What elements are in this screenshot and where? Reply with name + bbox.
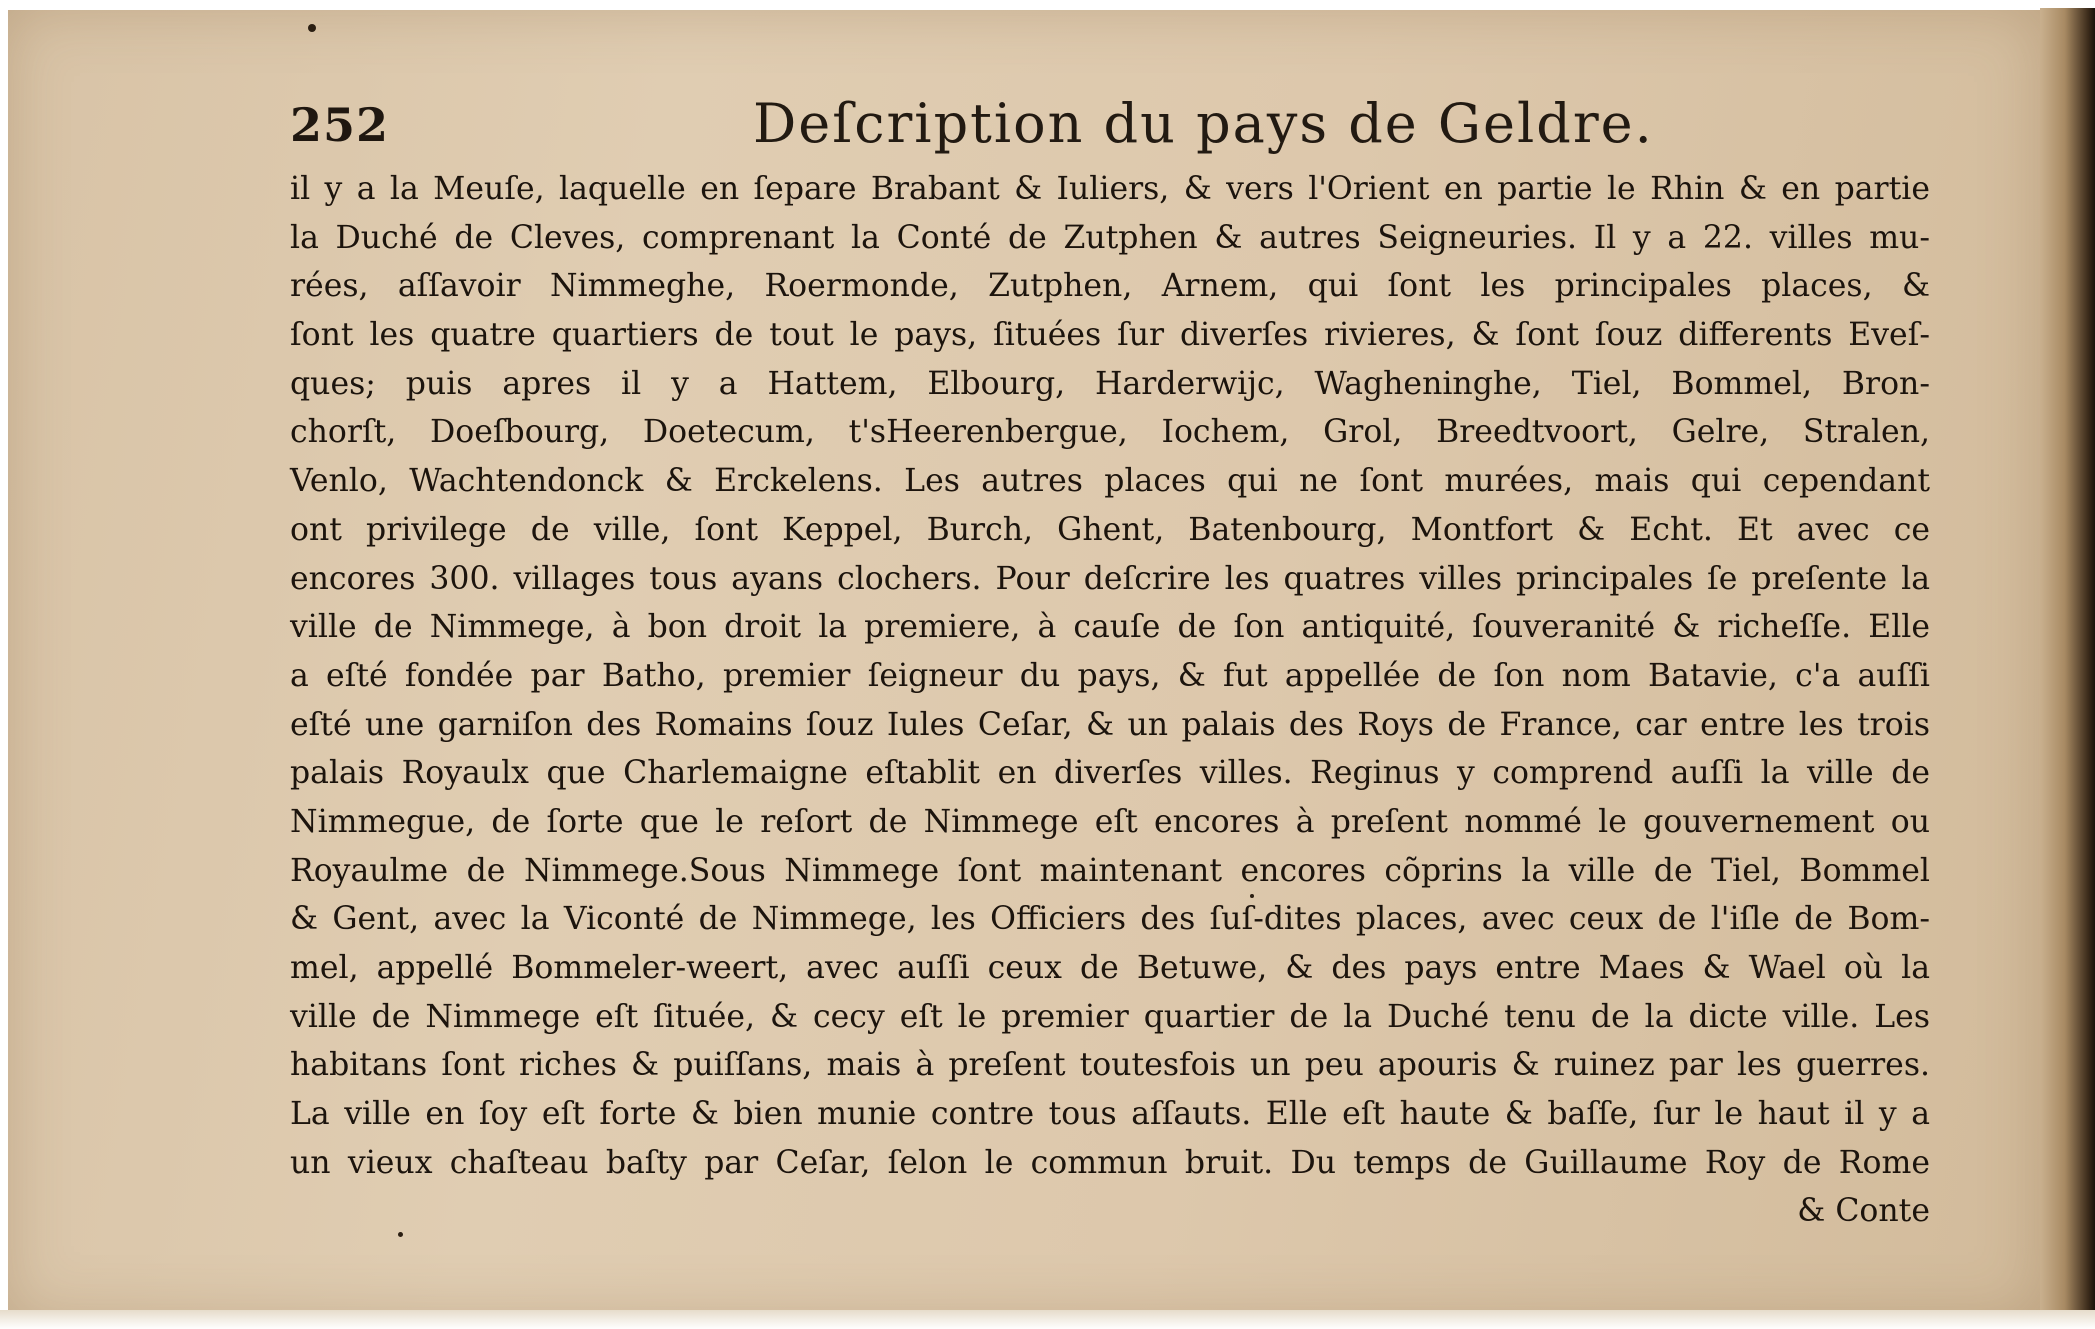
text-line: il y a la Meuſe, laquelle en ſepare Brabant & Iuliers, & vers l'Orient en partie le Rhin & en partie [290,171,1930,207]
text-line: palais Royaulx que Charlemaigne eſtablit en diverſes villes. Reginus y comprend auſſi la ville de [290,755,1930,792]
page-number: 252 [290,98,390,152]
text-line: encores 300. villages tous ayans clochers. Pour deſcrire les quatres villes principales ſe preſente la [290,560,1930,597]
text-line: La ville en ſoy eſt forte & bien munie contre tous aſſauts. Elle eſt haute & baſſe, ſur le haut il y a [290,1096,1930,1133]
text-line: ques; puis apres il y a Hattem, Elbourg, Harderwijc, Waghеninghe, Tiel, Bommel, Bron- [290,365,1930,402]
text-line: Venlo, Wachtendonck & Erckelens. Les autres places qui ne ſont murées, mais qui cependant [290,463,1930,500]
text-line: Nimmegue, de ſorte que le reſort de Nimmege eſt encores à preſent nommé le gouvernement ou [290,803,1930,840]
text-line: Royaulme de Nimmege.Sous Nimmege ſont maintenant encores cõprins la ville de Tiel, Bommel [290,852,1930,889]
text-line: habitans ſont riches & puiſſans, mais à preſent toutesfois un peu apouris & ruinez par les guerres. [290,1047,1930,1084]
binding-edge-shadow [2040,8,2095,1329]
ink-speck [308,24,316,32]
text-line: eſté une garniſon des Romains ſouz Iules Ceſar, & un palais des Roys de France, car entre les trois [290,706,1930,743]
body-text [290,165,1930,1236]
text-line: & Gent, avec la Viconté de Nimmege, les Officiers des ſuſ-dites places, avec ceux de l'iſle de Bom- [290,901,1930,938]
text-line: ſont les quatre quartiers de tout le pays, ſituées ſur diverſes rivieres, & ſont ſouz differents Eveſ- [290,317,1930,354]
bottom-margin [0,1310,2095,1329]
text-line: ville de Nimmege eſt ſituée, & cecy eſt le premier quartier de la Duché tenu de la dicte ville. Les [290,998,1930,1035]
text-line: mel, appellé Bommeler-weert, avec auſſi ceux de Betuwe, & des pays entre Maes & Wael où la [290,950,1930,986]
text-line: un vieux chaſteau baſty par Ceſar, ſelon le commun bruit. Du temps de Guillaume Roy de Rome [290,1144,1930,1181]
text-line: la Duché de Cleves, comprenant la Conté de Zutphen & autres Seigneuries. Il y a 22. villes mu- [290,219,1930,256]
page-header [290,92,1930,162]
catchword-line: & Conte [1797,1193,1930,1230]
running-title: Deſcription du pays de Geldre. [753,92,1654,155]
text-line: a eſté fondée par Batho, premier ſeigneur du pays, & fut appellée de ſon nom Batavie, c'a auſſi [290,657,1930,694]
text-line: rées, aſſavoir Nimmeghe, Roermonde, Zutphen, Arnem, qui ſont les principales places, & [290,268,1930,305]
text-line: chorſt, Doeſbourg, Doetecum, t'sHeerenbergue, Iochem, Grol, Breedtvoort, Gelre, Stralen, [290,414,1930,451]
text-line: ont privilege de ville, ſont Keppel, Burch, Ghent, Batenbourg, Montfort & Echt. Et avec ce [290,511,1930,548]
text-line: ville de Nimmege, à bon droit la premiere, à cauſe de ſon antiquité, ſouveranité & richeſſe. Elle [290,609,1930,646]
